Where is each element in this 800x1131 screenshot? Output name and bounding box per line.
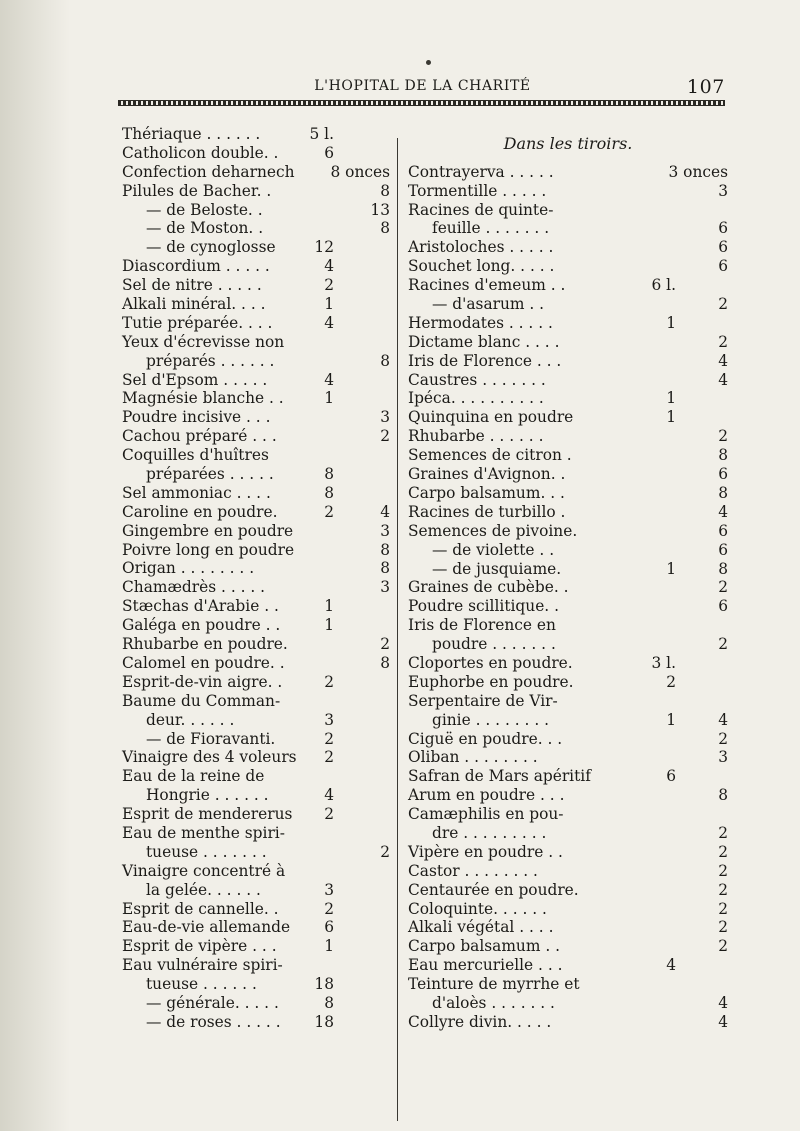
item-name: Rhubarbe en poudre.	[122, 635, 288, 654]
list-item	[408, 730, 728, 749]
list-item	[408, 975, 728, 994]
quantity-onces: 2	[380, 635, 390, 654]
item-name: Dictame blanc . . . .	[408, 332, 560, 351]
list-item	[122, 578, 390, 597]
item-name: Origan . . . . . . . .	[122, 559, 255, 578]
item-name: Chamædrès . . . . .	[122, 578, 266, 597]
quantity-onces: 2	[718, 729, 728, 748]
list-item	[122, 597, 390, 616]
list-item	[122, 276, 390, 295]
quantity-livres: 18	[314, 975, 334, 994]
list-item	[408, 805, 728, 824]
quantity-onces: 4	[718, 710, 728, 729]
list-item	[122, 956, 390, 975]
quantity-onces: 2	[718, 578, 728, 597]
list-item	[408, 314, 728, 333]
item-name: Confection deharnech	[122, 162, 295, 181]
quantity-livres: 2	[324, 805, 334, 824]
list-item	[408, 918, 728, 937]
item-name: Quinquina en poudre	[408, 408, 574, 427]
list-item	[122, 767, 390, 786]
quantity-livres: 1	[324, 295, 334, 314]
item-name: d'aloès . . . . . . .	[432, 993, 555, 1012]
item-name: Esprit-de-vin aigre. .	[122, 672, 283, 691]
list-item	[408, 201, 728, 220]
quantity-onces: 3	[718, 181, 728, 200]
quantity-livres: 2	[324, 502, 334, 521]
list-item	[122, 900, 390, 919]
list-item	[122, 408, 390, 427]
quantity-livres: 12	[314, 238, 334, 257]
page-number: 107	[686, 76, 725, 98]
item-name: Thériaque . . . . . .	[122, 125, 261, 143]
quantity-onces: 3	[718, 748, 728, 767]
quantity-livres: 2	[324, 276, 334, 295]
quantity-onces: 8	[380, 540, 390, 559]
item-name: Esprit de cannelle. .	[122, 899, 279, 918]
list-item	[122, 843, 390, 862]
item-name: Caroline en poudre.	[122, 502, 278, 521]
quantity-onces: 6	[718, 219, 728, 238]
list-item	[122, 541, 390, 560]
quantity-onces: 2	[718, 861, 728, 880]
quantity-livres: 1	[666, 313, 676, 332]
list-item	[122, 465, 390, 484]
item-name: Vinaigre concentré à	[122, 861, 286, 880]
list-item	[122, 295, 390, 314]
quantity-livres: 8	[324, 465, 334, 484]
item-name: Eau de menthe spiri-	[122, 823, 285, 842]
item-name: Semences de pivoine.	[408, 521, 578, 540]
running-header	[120, 76, 725, 100]
item-name: poudre . . . . . . .	[432, 635, 556, 654]
item-name: — d'asarum . .	[432, 295, 545, 314]
quantity-livres: 3	[324, 880, 334, 899]
item-name: — de cynoglosse	[146, 238, 276, 257]
item-name: Souchet long. . . . .	[408, 257, 555, 276]
item-name: Carpo balsamum. . .	[408, 483, 565, 502]
item-name: Semences de citron .	[408, 446, 572, 465]
list-item	[122, 371, 390, 390]
list-item	[122, 994, 390, 1013]
quantity-onces: 6	[718, 465, 728, 484]
list-item	[408, 182, 728, 201]
item-name: Centaurée en poudre.	[408, 880, 579, 899]
quantity-onces: 8	[718, 446, 728, 465]
list-item	[122, 522, 390, 541]
item-name: Iris de Florence . . .	[408, 351, 562, 370]
item-name: Yeux d'écrevisse non	[122, 332, 285, 351]
item-name: Alkali minéral. . . .	[122, 295, 266, 314]
item-name: Eau vulnéraire spiri-	[122, 956, 283, 975]
item-name: Catholicon double. .	[122, 143, 279, 162]
list-item	[122, 1013, 390, 1032]
list-item	[408, 503, 728, 522]
item-name: Racines d'emeum . .	[408, 276, 566, 295]
quantity-livres: 2	[666, 672, 676, 691]
list-item	[408, 465, 728, 484]
left-column	[122, 125, 390, 1032]
item-name: préparées . . . . .	[146, 465, 274, 484]
item-name: Eau-de-vie allemande	[122, 918, 291, 937]
quantity-livres: 2	[324, 899, 334, 918]
list-item	[408, 560, 728, 579]
list-item	[122, 673, 390, 692]
item-name: tueuse . . . . . . .	[146, 842, 267, 861]
list-item	[122, 314, 390, 333]
quantity-onces: 4	[718, 351, 728, 370]
list-item	[408, 900, 728, 919]
list-item	[122, 219, 390, 238]
quantity-onces: 2	[718, 295, 728, 314]
item-name: Carpo balsamum . .	[408, 937, 561, 956]
item-name: Aristoloches . . . . .	[408, 238, 554, 257]
item-name: Sel de nitre . . . . .	[122, 276, 262, 295]
quantity-onces: 8	[718, 483, 728, 502]
quantity-onces: 2	[718, 937, 728, 956]
quantity-onces: 6	[718, 257, 728, 276]
item-name: Sel ammoniac . . . .	[122, 483, 271, 502]
quantity-livres: 6	[324, 143, 334, 162]
item-name: Graines de cubèbe. .	[408, 578, 569, 597]
quantity-livres: 2	[324, 672, 334, 691]
quantity-livres: 3	[324, 710, 334, 729]
list-item	[122, 446, 390, 465]
item-name: tueuse . . . . . .	[146, 975, 257, 994]
item-name: Eau mercurielle . . .	[408, 956, 563, 975]
item-name: Collyre divin. . . . .	[408, 1012, 552, 1031]
list-item	[122, 182, 390, 201]
list-item	[408, 484, 728, 503]
quantity-onces: 2	[718, 880, 728, 899]
quantity-onces: 3 onces	[668, 162, 728, 181]
item-name: Vinaigre des 4 voleurs	[122, 748, 297, 767]
list-item	[408, 578, 728, 597]
item-name: — de Beloste. .	[146, 200, 263, 219]
quantity-onces: 6	[718, 238, 728, 257]
list-item	[122, 503, 390, 522]
list-item	[408, 711, 728, 730]
list-item	[408, 257, 728, 276]
item-name: Ipéca. . . . . . . . . .	[408, 389, 544, 408]
quantity-livres: 1	[324, 389, 334, 408]
list-item	[122, 730, 390, 749]
quantity-livres: 3 l.	[651, 653, 676, 672]
list-item	[122, 238, 390, 257]
item-name: Camæphilis en pou-	[408, 805, 564, 824]
quantity-onces: 2	[718, 823, 728, 842]
list-item	[122, 125, 390, 144]
list-item	[408, 333, 728, 352]
item-name: Baume du Comman-	[122, 691, 281, 710]
quantity-onces: 2	[718, 635, 728, 654]
item-name: Tutie préparée. . . .	[122, 313, 273, 332]
item-name: Sel d'Epsom . . . . .	[122, 370, 268, 389]
quantity-onces: 2	[718, 918, 728, 937]
section-title-drawers: Dans les tiroirs.	[503, 134, 633, 153]
item-name: deur. . . . . .	[146, 710, 235, 729]
quantity-onces: 8	[380, 653, 390, 672]
list-item	[122, 881, 390, 900]
item-name: Cloportes en poudre.	[408, 653, 573, 672]
item-name: Ciguë en poudre. . .	[408, 729, 563, 748]
list-item	[408, 956, 728, 975]
item-name: Poivre long en poudre	[122, 540, 295, 559]
quantity-livres: 4	[666, 956, 676, 975]
list-item	[122, 427, 390, 446]
list-item	[408, 1013, 728, 1032]
item-name: Cachou préparé . . .	[122, 427, 277, 446]
list-item	[122, 333, 390, 352]
quantity-livres: 1	[666, 408, 676, 427]
list-item	[122, 786, 390, 805]
quantity-livres: 1	[666, 559, 676, 578]
item-name: Stæchas d'Arabie . .	[122, 597, 279, 616]
item-name: Poudre scillitique. .	[408, 597, 559, 616]
quantity-livres: 1	[324, 597, 334, 616]
quantity-onces: 13	[370, 200, 390, 219]
list-item	[122, 975, 390, 994]
list-item	[408, 862, 728, 881]
list-item	[408, 389, 728, 408]
list-item	[122, 805, 390, 824]
list-item	[408, 654, 728, 673]
quantity-onces: 6	[718, 540, 728, 559]
list-item	[122, 748, 390, 767]
list-item	[122, 352, 390, 371]
item-name: ginie . . . . . . . .	[432, 710, 549, 729]
ink-speck	[426, 60, 431, 65]
list-item	[122, 257, 390, 276]
quantity-livres: 1	[324, 937, 334, 956]
list-item	[122, 654, 390, 673]
list-item	[408, 881, 728, 900]
quantity-livres: 4	[324, 313, 334, 332]
item-name: Hermodates . . . . .	[408, 313, 553, 332]
item-name: Oliban . . . . . . . .	[408, 748, 538, 767]
list-item	[122, 711, 390, 730]
list-item	[122, 484, 390, 503]
list-item	[408, 408, 728, 427]
quantity-livres: 2	[324, 729, 334, 748]
item-name: Caustres . . . . . . .	[408, 370, 546, 389]
item-name: Alkali végétal . . . .	[408, 918, 554, 937]
quantity-onces: 8	[380, 559, 390, 578]
list-item	[408, 937, 728, 956]
column-divider	[397, 138, 398, 1121]
item-name: la gelée. . . . . .	[146, 880, 261, 899]
list-item	[408, 597, 728, 616]
item-name: — de jusquiame.	[432, 559, 562, 578]
item-name: — de Moston. .	[146, 219, 264, 238]
item-name: Eau de la reine de	[122, 767, 265, 786]
item-name: Coquilles d'huîtres	[122, 446, 269, 465]
quantity-onces: 2	[718, 842, 728, 861]
quantity-livres: 4	[324, 786, 334, 805]
item-name: Calomel en poudre. .	[122, 653, 285, 672]
item-name: Gingembre en poudre	[122, 521, 294, 540]
quantity-livres: 1	[666, 389, 676, 408]
list-item	[408, 767, 728, 786]
item-name: Esprit de mendererus	[122, 805, 293, 824]
item-name: — de violette . .	[432, 540, 555, 559]
item-name: Racines de quinte-	[408, 200, 554, 219]
quantity-onces: 8	[718, 559, 728, 578]
item-name: Graines d'Avignon. .	[408, 465, 566, 484]
item-name: Pilules de Bacher. .	[122, 181, 272, 200]
item-name: Euphorbe en poudre.	[408, 672, 574, 691]
item-name: — de Fioravanti.	[146, 729, 276, 748]
list-item	[408, 824, 728, 843]
quantity-livres: 2	[324, 748, 334, 767]
list-item	[408, 748, 728, 767]
item-name: Rhubarbe . . . . . .	[408, 427, 544, 446]
item-name: — générale. . . . .	[146, 993, 279, 1012]
page-edge-shadow	[0, 0, 70, 1131]
quantity-onces: 6	[718, 597, 728, 616]
list-item	[408, 522, 728, 541]
quantity-onces: 4	[380, 502, 390, 521]
list-item	[408, 786, 728, 805]
quantity-onces: 4	[718, 502, 728, 521]
item-name: dre . . . . . . . . .	[432, 823, 547, 842]
quantity-livres: 6	[324, 918, 334, 937]
item-name: préparés . . . . . .	[146, 351, 275, 370]
quantity-onces: 6	[718, 521, 728, 540]
list-item	[408, 446, 728, 465]
item-name: Diascordium . . . . .	[122, 257, 270, 276]
list-item	[122, 635, 390, 654]
quantity-onces: 3	[380, 408, 390, 427]
quantity-onces: 2	[718, 427, 728, 446]
list-item	[408, 371, 728, 390]
item-name: Castor . . . . . . . .	[408, 861, 538, 880]
item-name: Hongrie . . . . . .	[146, 786, 269, 805]
quantity-livres: 1	[666, 710, 676, 729]
quantity-onces: 4	[718, 1012, 728, 1031]
quantity-onces: 8	[380, 351, 390, 370]
item-name: — de roses . . . . .	[146, 1012, 281, 1031]
quantity-livres: 5 l.	[309, 125, 334, 143]
quantity-onces: 8	[380, 219, 390, 238]
quantity-livres: 1	[324, 616, 334, 635]
list-item	[408, 994, 728, 1013]
decorative-rule	[118, 100, 725, 106]
item-name: Iris de Florence en	[408, 616, 556, 635]
item-name: feuille . . . . . . .	[432, 219, 550, 238]
item-name: Serpentaire de Vir-	[408, 691, 558, 710]
list-item	[408, 427, 728, 446]
quantity-onces: 8	[718, 786, 728, 805]
item-name: Galéga en poudre . .	[122, 616, 281, 635]
quantity-livres: 18	[314, 1012, 334, 1031]
item-name: Coloquinte. . . . . .	[408, 899, 547, 918]
running-title: L'HOPITAL DE LA CHARITÉ	[314, 78, 531, 94]
list-item	[408, 163, 728, 182]
quantity-onces: 8	[380, 181, 390, 200]
list-item	[408, 843, 728, 862]
list-item	[122, 692, 390, 711]
list-item	[122, 201, 390, 220]
list-item	[408, 541, 728, 560]
list-item	[122, 616, 390, 635]
quantity-onces: 2	[380, 427, 390, 446]
item-name: Racines de turbillo .	[408, 502, 566, 521]
item-name: Tormentille . . . . .	[408, 181, 547, 200]
list-item	[408, 238, 728, 257]
quantity-onces: 2	[718, 899, 728, 918]
quantity-onces: 4	[718, 370, 728, 389]
quantity-livres: 4	[324, 370, 334, 389]
list-item	[408, 635, 728, 654]
quantity-livres: 6	[666, 767, 676, 786]
item-name: Magnésie blanche . .	[122, 389, 284, 408]
quantity-onces: 4	[718, 993, 728, 1012]
item-name: Poudre incisive . . .	[122, 408, 271, 427]
list-item	[408, 616, 728, 635]
list-item	[122, 559, 390, 578]
item-name: Safran de Mars apéritif	[408, 767, 591, 786]
item-name: Esprit de vipère . . .	[122, 937, 277, 956]
list-item	[122, 389, 390, 408]
list-item	[122, 937, 390, 956]
quantity-onces: 3	[380, 521, 390, 540]
list-item	[408, 673, 728, 692]
list-item	[122, 862, 390, 881]
list-item	[408, 276, 728, 295]
quantity-onces: 3	[380, 578, 390, 597]
list-item	[408, 692, 728, 711]
item-name: Contrayerva . . . . .	[408, 162, 554, 181]
quantity-onces: 8 onces	[330, 162, 390, 181]
quantity-livres: 4	[324, 257, 334, 276]
quantity-livres: 8	[324, 993, 334, 1012]
list-item	[408, 352, 728, 371]
quantity-livres: 6 l.	[651, 276, 676, 295]
quantity-onces: 2	[718, 332, 728, 351]
list-item	[122, 918, 390, 937]
list-item	[122, 163, 390, 182]
list-item	[122, 824, 390, 843]
list-item	[408, 219, 728, 238]
quantity-livres: 8	[324, 483, 334, 502]
item-name: Vipère en poudre . .	[408, 842, 563, 861]
list-item	[408, 295, 728, 314]
item-name: Arum en poudre . . .	[408, 786, 565, 805]
right-column	[408, 125, 728, 1032]
item-name: Teinture de myrrhe et	[408, 975, 580, 994]
quantity-onces: 2	[380, 842, 390, 861]
list-item	[122, 144, 390, 163]
